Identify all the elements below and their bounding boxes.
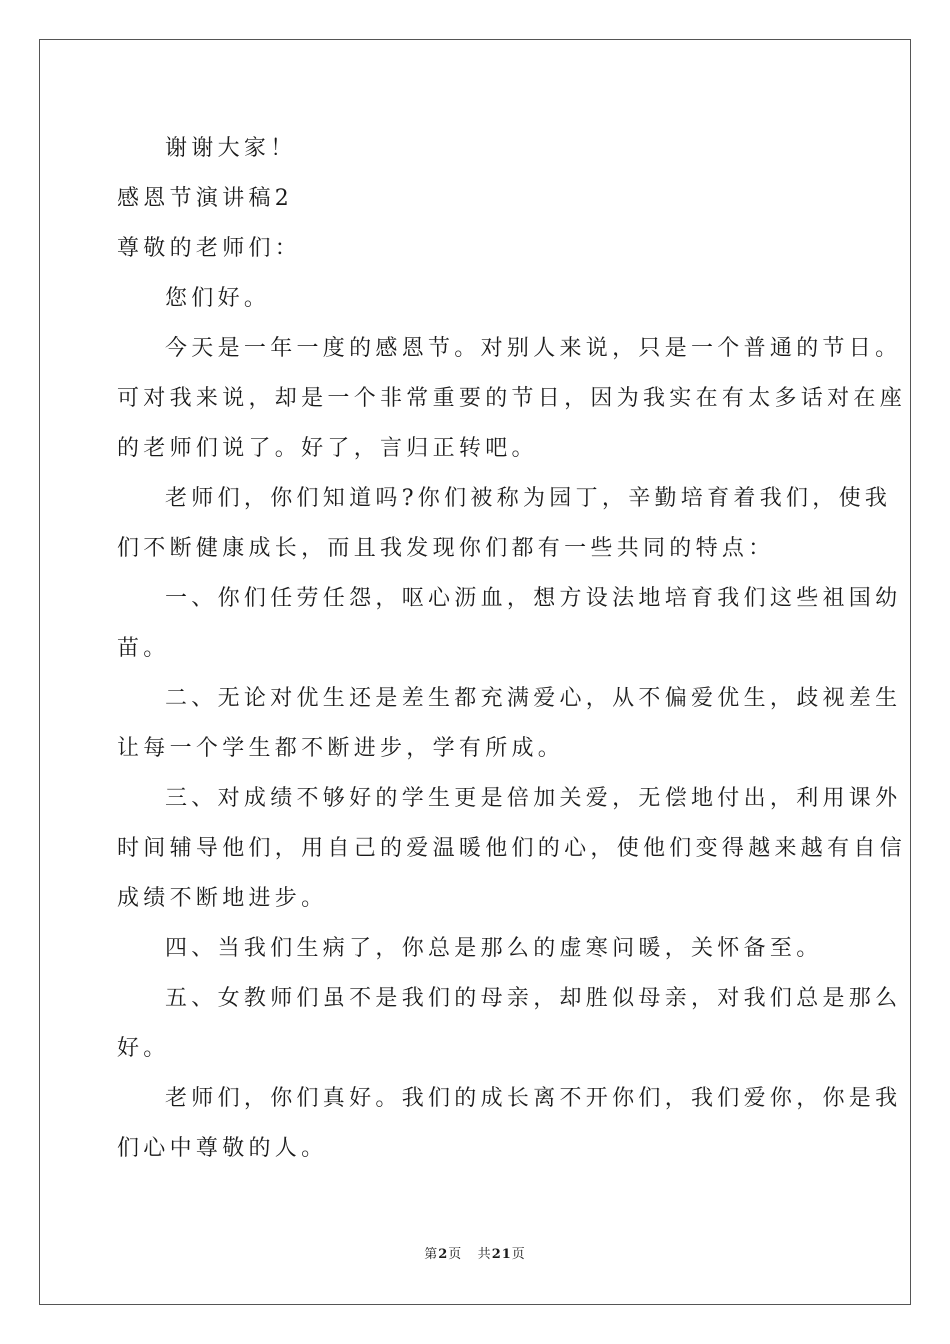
text-line: 一、你们任劳任怨，呕心沥血，想方设法地培育我们这些祖国幼 [165, 586, 902, 611]
page-total: 21 [491, 1247, 512, 1262]
total-suffix: 页 [511, 1247, 526, 1262]
page-footer [0, 1246, 950, 1264]
section-title: 感恩节演讲稿2 [117, 186, 294, 211]
text-line: 们心中尊敬的人。 [117, 1136, 328, 1161]
text-line: 好。 [117, 1036, 170, 1061]
text-line: 可对我来说，却是一个非常重要的节日，因为我实在有太多话对在座 [117, 386, 907, 411]
text-line: 四、当我们生病了，你总是那么的虚寒问暖，关怀备至。 [165, 936, 823, 961]
text-line: 三、对成绩不够好的学生更是倍加关爱，无偿地付出，利用课外 [165, 786, 902, 811]
text-line: 时间辅导他们，用自己的爱温暖他们的心，使他们变得越来越有自信 [117, 836, 907, 861]
salutation: 尊敬的老师们： [117, 236, 302, 261]
text-line: 二、无论对优生还是差生都充满爱心，从不偏爱优生，歧视差生 [165, 686, 902, 711]
text-line: 们不断健康成长，而且我发现你们都有一些共同的特点： [117, 536, 775, 561]
total-prefix: 共 [477, 1247, 492, 1262]
text-line: 的老师们说了。好了，言归正转吧。 [117, 436, 538, 461]
text-line: 让每一个学生都不断进步，学有所成。 [117, 736, 565, 761]
text-line: 苗。 [117, 636, 170, 661]
text-line: 谢谢大家！ [165, 136, 297, 161]
text-line: 老师们，你们知道吗?你们被称为园丁，辛勤培育着我们，使我 [165, 486, 892, 511]
text-line: 老师们，你们真好。我们的成长离不开你们，我们爱你，你是我 [165, 1086, 902, 1111]
text-line: 今天是一年一度的感恩节。对别人来说，只是一个普通的节日。 [165, 336, 902, 361]
text-line: 您们好。 [165, 286, 271, 311]
page-border [39, 39, 911, 1305]
text-line: 五、女教师们虽不是我们的母亲，却胜似母亲，对我们总是那么 [165, 986, 902, 1011]
page-prefix: 第 [424, 1247, 439, 1262]
page-suffix: 页 [448, 1247, 463, 1262]
page-current: 2 [438, 1247, 449, 1262]
text-line: 成绩不断地进步。 [117, 886, 328, 911]
